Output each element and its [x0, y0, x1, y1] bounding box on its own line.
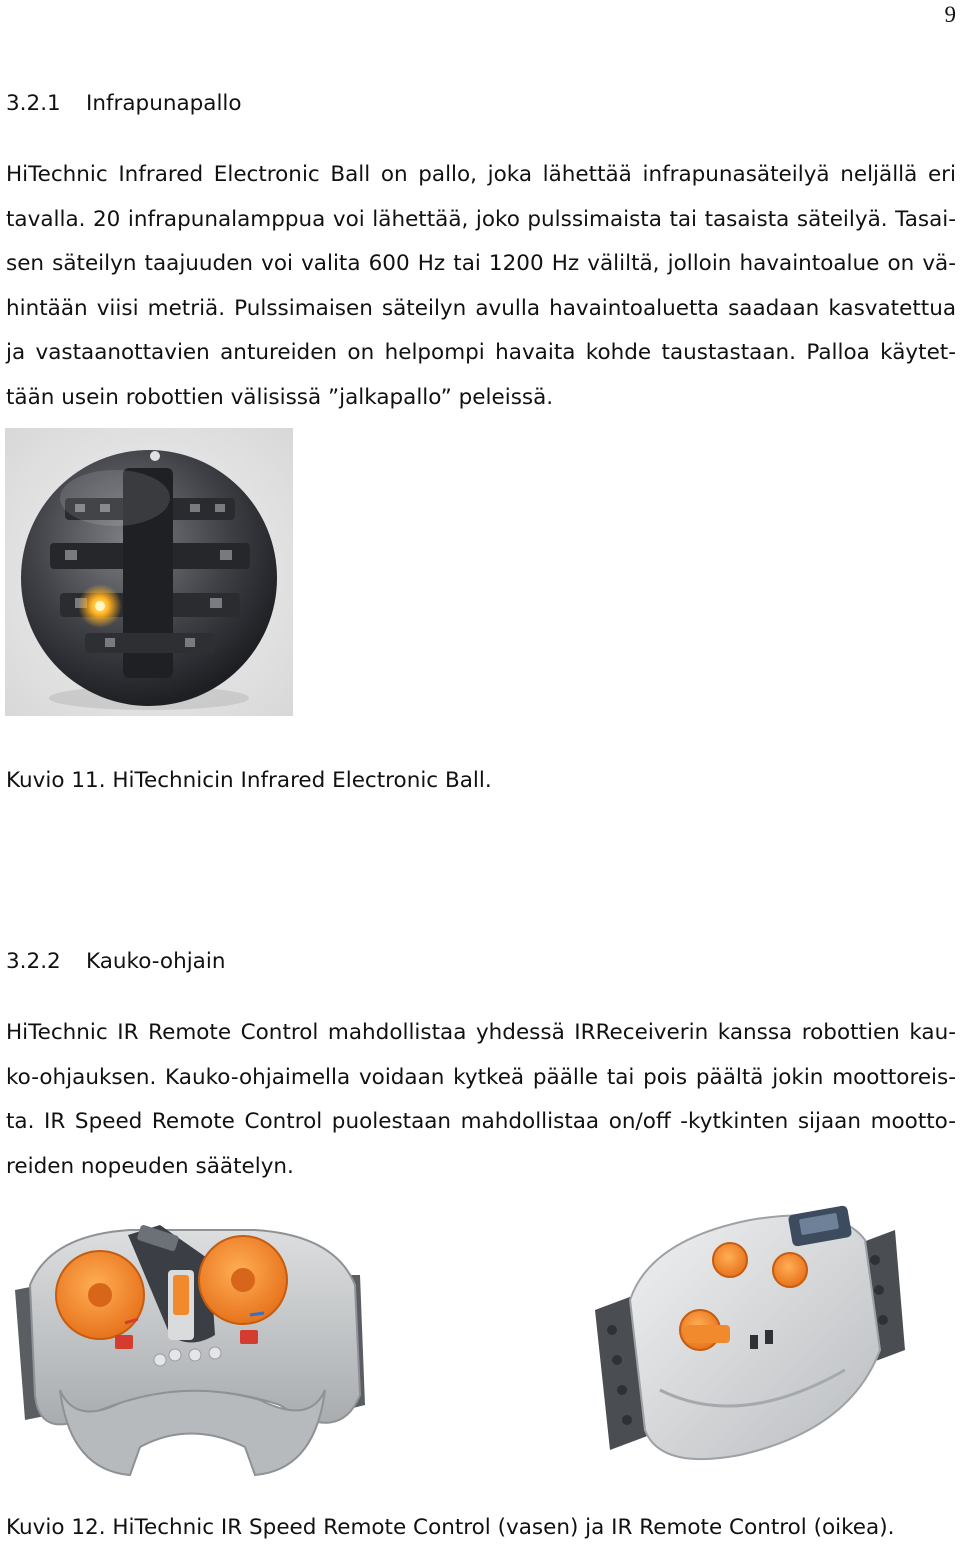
paragraph-infrared-ball	[6, 153, 956, 421]
paragraph-remote-control	[6, 1011, 956, 1189]
section-heading-3-2-1	[6, 91, 242, 116]
paragraph-line: ta. IR Speed Remote Control puolestaan mahdollistaa on/off -kytkinten sijaan mootto-	[6, 1109, 956, 1135]
infrared-ball-photo	[5, 428, 293, 716]
paragraph-line: reiden nopeuden säätelyn.	[6, 1153, 294, 1179]
paragraph-line: HiTechnic IR Remote Control mahdollistaa yhdessä IRReceiverin kanssa robottien kau-	[6, 1020, 956, 1045]
section-heading-3-2-2	[6, 949, 225, 974]
paragraph-line: ko-ohjauksen. Kauko-ohjaimella voidaan kytkeä päälle tai pois päältä jokin moottoreis-	[6, 1064, 956, 1090]
paragraph-line: ja vastaanottavien antureiden on helpompi havaita kohde taustastaan. Palloa käytet-	[6, 340, 956, 366]
figure-caption-11: Kuvio 11. HiTechnicin Infrared Electronic Ball.	[6, 768, 492, 793]
section-title: Infrapunapallo	[86, 91, 242, 116]
paragraph-line: sen säteilyn taajuuden voi valita 600 Hz tai 1200 Hz väliltä, jolloin havaintoalue on vä-	[6, 251, 956, 277]
figure-caption-12: Kuvio 12. HiTechnic IR Speed Remote Control (vasen) ja IR Remote Control (oikea).	[6, 1515, 895, 1540]
page-number: 9	[944, 2, 956, 27]
paragraph-line: hintään viisi metriä. Pulssimaisen säteilyn avulla havaintoaluetta saadaan kasvatettua	[6, 295, 956, 321]
paragraph-line: tään usein robottien välisissä ”jalkapallo” peleissä.	[6, 384, 554, 410]
section-number: 3.2.1	[6, 91, 61, 116]
paragraph-line: tavalla. 20 infrapunalamppua voi lähettää, joko pulssimaista tai tasaista säteilyä. Tasai-	[6, 206, 956, 232]
ir-speed-remote-photo	[10, 1215, 372, 1483]
section-number: 3.2.2	[6, 949, 61, 974]
paragraph-line: HiTechnic Infrared Electronic Ball on pallo, joka lähettää infrapunasäteilyä neljällä eri	[6, 162, 956, 187]
ir-remote-control-photo	[590, 1200, 910, 1470]
section-title: Kauko-ohjain	[86, 949, 226, 974]
